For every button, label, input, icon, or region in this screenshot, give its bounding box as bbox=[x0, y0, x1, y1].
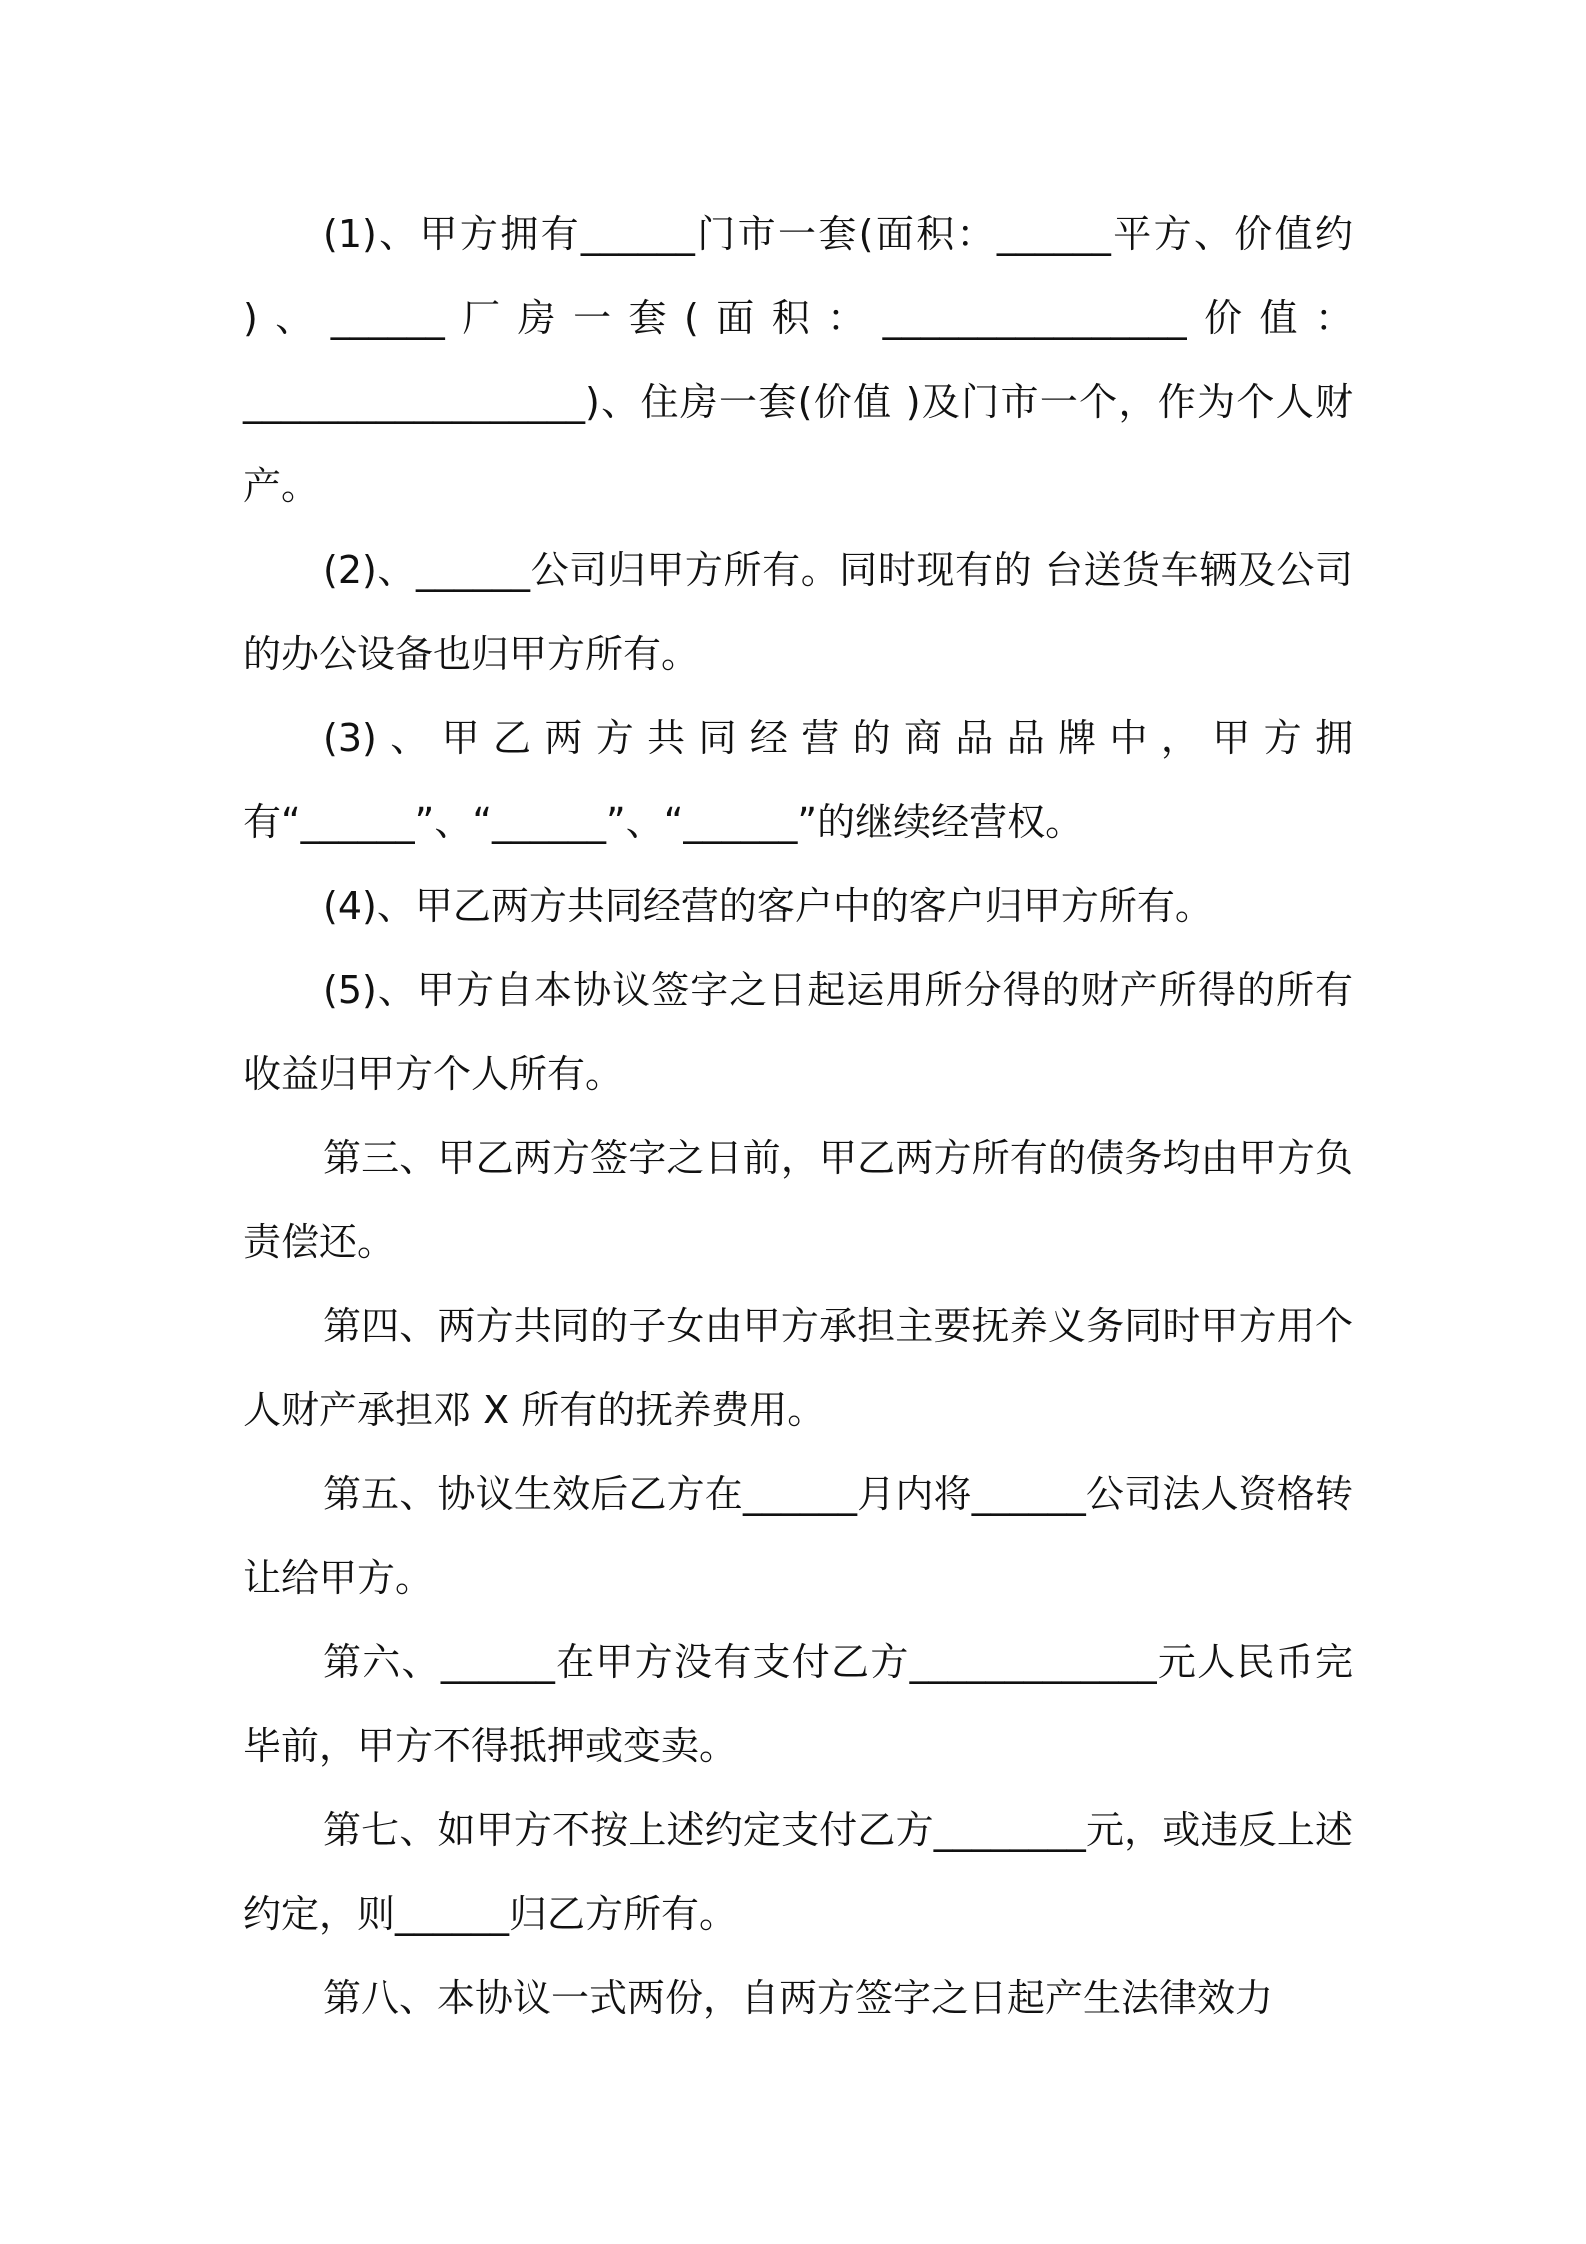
clause-4-customers: (4)、甲乙两方共同经营的客户中的客户归甲方所有。 bbox=[323, 884, 1213, 928]
clause-5-income: (5)、甲方自本协议签字之日起运用所分得的财产所得的所有收益归甲方个人所有。 bbox=[243, 968, 1353, 1096]
article-3-debts: 第三、甲乙两方签字之日前，甲乙两方所有的债务均由甲方负责偿还。 bbox=[243, 1136, 1353, 1264]
article-5-transfer: 第五、协议生效后乙方在______月内将______公司法人资格转让给甲方。 bbox=[243, 1472, 1353, 1600]
article-8-effect: 第八、本协议一式两份，自两方签字之日起产生法律效力 bbox=[323, 1976, 1274, 2020]
document-body bbox=[243, 192, 1353, 2040]
article-7-breach: 第七、如甲方不按上述约定支付乙方________元，或违反上述约定，则______归乙方所有。 bbox=[243, 1808, 1353, 1936]
clause-3-brands: (3)、甲乙两方共同经营的商品品牌中，甲方拥有“______”、“______”、“______”的继续经营权。 bbox=[243, 716, 1353, 844]
article-6-restriction: 第六、______在甲方没有支付乙方_____________元人民币完毕前，甲方不得抵押或变卖。 bbox=[243, 1640, 1353, 1768]
clause-1-property: (1)、甲方拥有______门市一套(面积：______平方、价值约 )、______厂房一套(面积：________________价值：__________________)、住房一套(价值 )及门市一个，作为个人财产。 bbox=[243, 212, 1353, 508]
article-4-children: 第四、两方共同的子女由甲方承担主要抚养义务同时甲方用个人财产承担邓 X 所有的抚养费用。 bbox=[243, 1304, 1353, 1432]
clause-2-company: (2)、______公司归甲方所有。同时现有的 台送货车辆及公司的办公设备也归甲方所有。 bbox=[243, 548, 1353, 676]
